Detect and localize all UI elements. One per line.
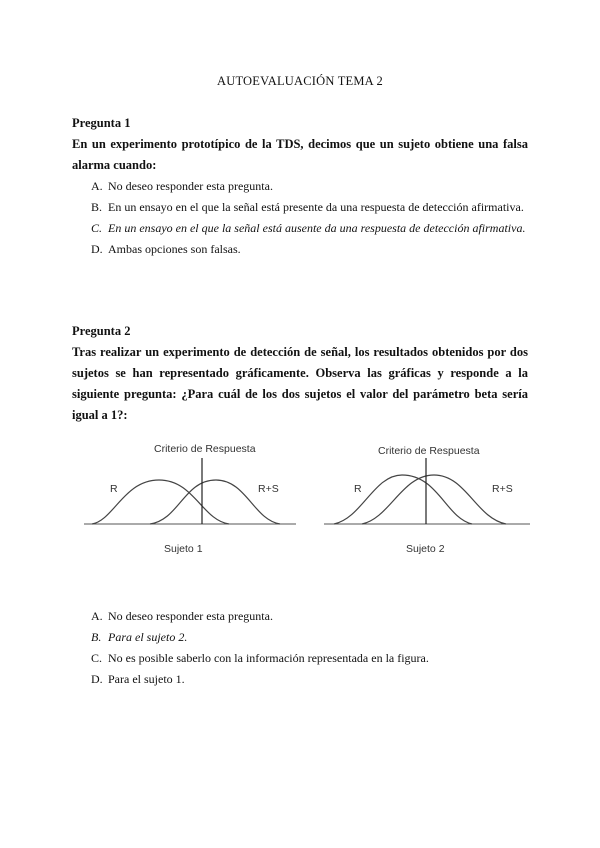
q1-option-d[interactable] bbox=[72, 239, 528, 260]
option-letter: D. bbox=[91, 672, 103, 686]
panel-sujeto-1 bbox=[84, 443, 296, 555]
question-1-heading: Pregunta 1 bbox=[72, 116, 131, 130]
q2-option-d[interactable] bbox=[72, 669, 528, 690]
panel-caption: Sujeto 2 bbox=[406, 543, 445, 555]
page-title: AUTOEVALUACIÓN TEMA 2 bbox=[216, 74, 383, 88]
panel-sujeto-2 bbox=[324, 445, 530, 555]
noise-label: R bbox=[354, 483, 362, 495]
criterion-label: Criterio de Respuesta bbox=[154, 443, 256, 455]
option-letter: C. bbox=[91, 651, 103, 665]
question-2-stem: Tras realizar un experimento de detección de señal, los resultados obtenidos por dos sujetos se han representado gráficamente. Observa las gráficas y responde a la siguiente pregunta: ¿Para cuál de los dos sujetos el valor del parámetro beta sería igual a 1?: bbox=[72, 345, 528, 422]
q2-option-a[interactable] bbox=[72, 606, 528, 627]
option-letter: B. bbox=[91, 200, 103, 214]
q1-option-a[interactable] bbox=[72, 176, 528, 197]
signal-label: R+S bbox=[492, 483, 513, 495]
question-2-options bbox=[72, 606, 528, 690]
q1-option-c[interactable] bbox=[72, 218, 528, 239]
option-text: No es posible saberlo con la información representada en la figura. bbox=[108, 651, 429, 665]
question-1-options bbox=[72, 176, 528, 260]
option-text: En un ensayo en el que la señal está ausente da una respuesta de detección afirmativa. bbox=[108, 221, 526, 235]
option-letter: D. bbox=[91, 242, 103, 256]
option-text: Ambas opciones son falsas. bbox=[108, 242, 241, 256]
q1-option-b[interactable] bbox=[72, 197, 528, 218]
sdt-figure bbox=[84, 438, 530, 568]
option-text: Para el sujeto 2. bbox=[108, 630, 188, 644]
option-text: En un ensayo en el que la señal está presente da una respuesta de detección afirmativa. bbox=[108, 200, 524, 214]
option-text: No deseo responder esta pregunta. bbox=[108, 609, 273, 623]
q2-option-b[interactable] bbox=[72, 627, 528, 648]
q2-option-c[interactable] bbox=[72, 648, 528, 669]
criterion-label: Criterio de Respuesta bbox=[378, 445, 480, 457]
option-letter: A. bbox=[91, 609, 103, 623]
option-text: No deseo responder esta pregunta. bbox=[108, 179, 273, 193]
option-letter: B. bbox=[91, 630, 102, 644]
option-text: Para el sujeto 1. bbox=[108, 672, 185, 686]
question-2-heading: Pregunta 2 bbox=[72, 324, 131, 338]
question-1-stem: En un experimento prototípico de la TDS, decimos que un sujeto obtiene una falsa alarma cuando: bbox=[72, 137, 528, 172]
option-letter: C. bbox=[91, 221, 103, 235]
panel-caption: Sujeto 1 bbox=[164, 543, 203, 555]
option-letter: A. bbox=[91, 179, 103, 193]
noise-label: R bbox=[110, 483, 118, 495]
signal-label: R+S bbox=[258, 483, 279, 495]
